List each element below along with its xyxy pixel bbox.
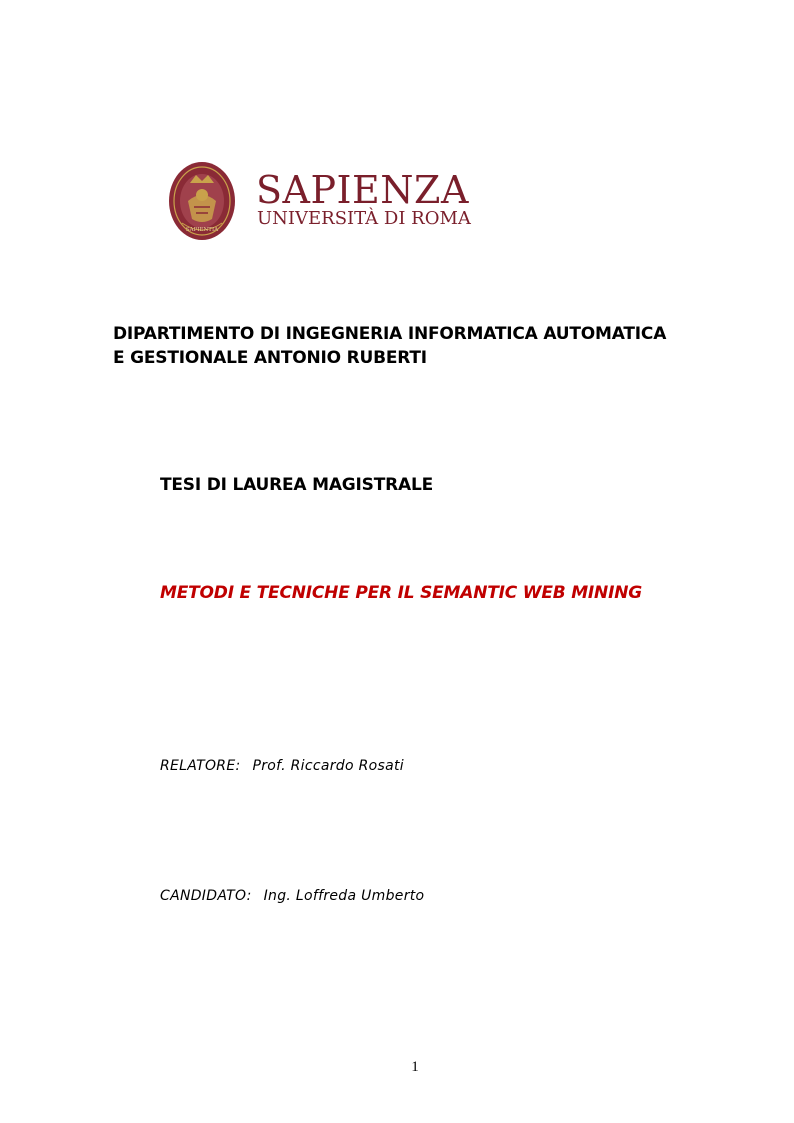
advisor-label: RELATORE:	[160, 758, 241, 774]
seal-text: SAPIENTIA	[185, 227, 219, 233]
sapienza-seal-icon	[168, 161, 236, 241]
university-subtitle: UNIVERSITÀ DI ROMA	[257, 208, 471, 229]
thesis-title: METODI E TECNICHE PER IL SEMANTIC WEB MINING	[160, 583, 642, 603]
candidate-line	[160, 887, 424, 905]
thesis-type: TESI DI LAUREA MAGISTRALE	[160, 475, 433, 495]
candidate-name: Ing. Loffreda Umberto	[263, 888, 425, 904]
advisor-line	[160, 757, 404, 775]
university-logo	[164, 158, 471, 248]
candidate-label: CANDIDATO:	[160, 888, 252, 904]
page-number: 1	[411, 1059, 419, 1075]
department-heading: DIPARTIMENTO DI INGEGNERIA INFORMATICA AUTOMATICA E GESTIONALE ANTONIO RUBERTI	[113, 324, 667, 368]
advisor-name: Prof. Riccardo Rosati	[252, 758, 404, 774]
university-name: SAPIENZA	[256, 168, 469, 212]
